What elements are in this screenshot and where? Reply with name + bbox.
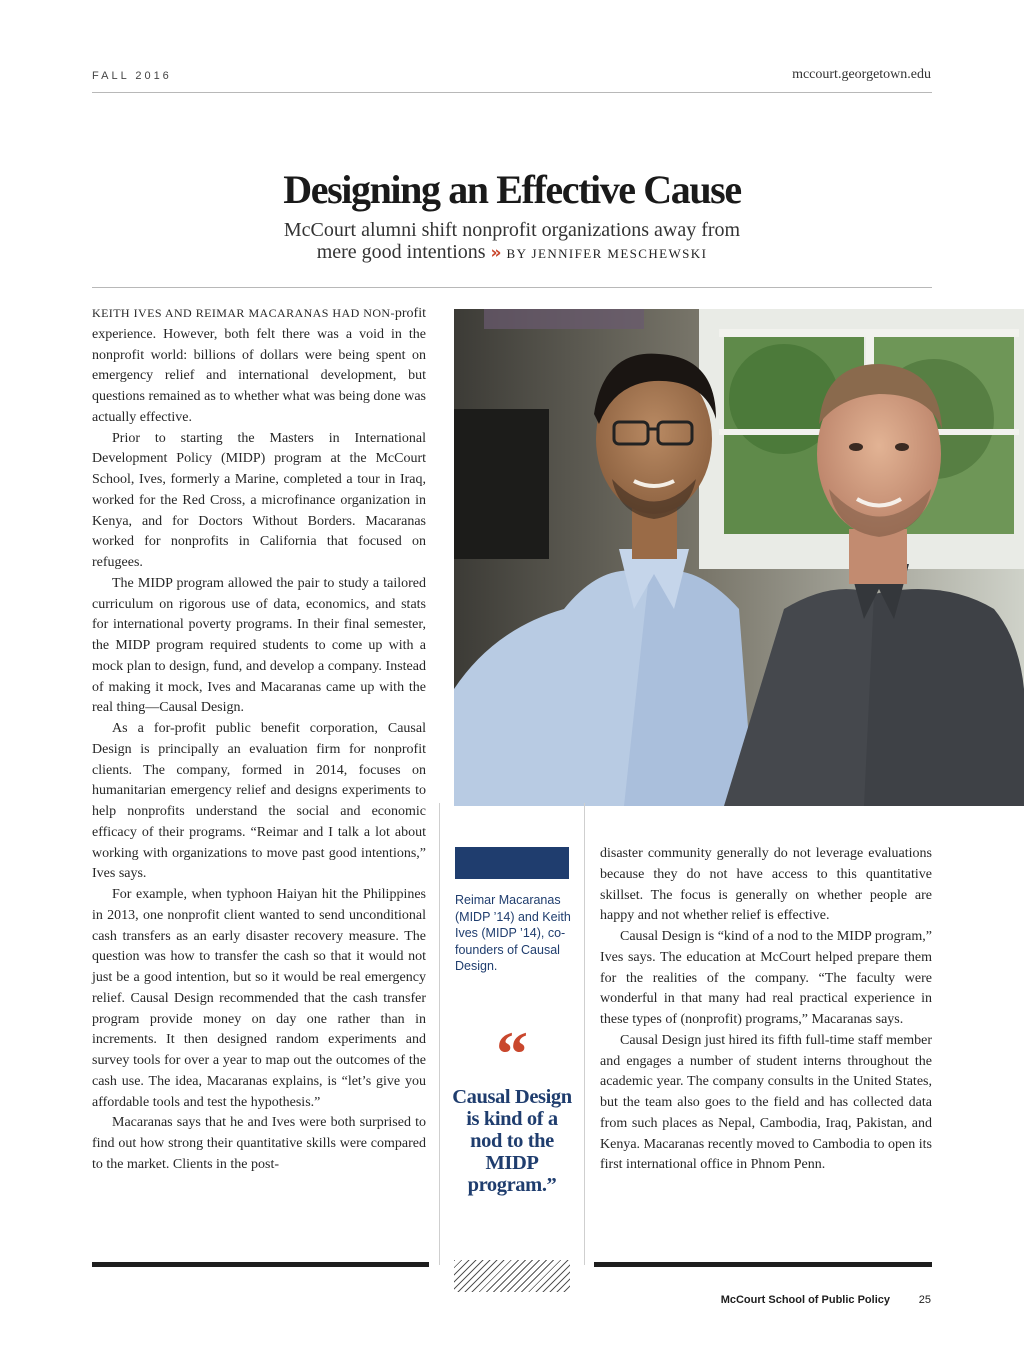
subtitle-line-2-row [0, 241, 1024, 265]
caption-color-bar [455, 847, 569, 879]
body-paragraph: Causal Design is “kind of a nod to the MIDP program,” Ives says. The education at McCourt helped prepare them for the realities of the company. “The faculty were wonderful in that many had real practical experience in these types of (nonprofit) programs,” Macaranas says. [600, 929, 932, 1027]
column-divider-left [439, 803, 440, 1265]
body-column-left [92, 303, 426, 1176]
body-column-right [600, 844, 932, 1176]
footer-rule-right [594, 1262, 932, 1267]
page-number: 25 [918, 1294, 931, 1306]
column-divider-right [584, 803, 585, 1265]
body-paragraph: disaster community generally do not leverage evaluations because they do not have access to this quantitative skillset. The focus is generally on whether people are happy and not whether relief is effective. [600, 846, 932, 924]
body-paragraph: As a for-profit public benefit corporation, Causal Design is principally an evaluation firm for nonprofit clients. The company, formed in 2014, focuses on humanitarian emergency relief and designs experiments to help nonprofits understand the social and economic efficacy of their programs. “Reimar and I talk a lot about working with organizations to move past good intentions,” Ives says. [92, 721, 426, 882]
footer-publication: McCourt School of Public Policy [720, 1294, 890, 1306]
title-divider [92, 287, 932, 288]
byline-marker-icon: » [490, 243, 502, 263]
subtitle-line-2: mere good intentions [316, 241, 486, 263]
byline: BY JENNIFER MESCHEWSKI [506, 246, 708, 261]
subtitle-line-1: McCourt alumni shift nonprofit organizations away from [283, 219, 741, 241]
body-paragraph: Causal Design just hired its fifth full-time staff member and engages a number of student interns throughout the academic year. The company consults in the United States, but the team also goes to the field and has collected data from such places as Nepal, Cambodia, Iraq, Pakistan, and Kenya. Macaranas recently moved to Cambodia to open its first international office in Phnom Penn. [600, 1032, 932, 1173]
issue-season: FALL 2016 [92, 70, 172, 82]
header-divider [92, 92, 932, 93]
site-url[interactable]: mccourt.georgetown.edu [792, 67, 931, 82]
lead-in-caps: KEITH IVES AND REIMAR MACARANAS HAD NON- [92, 306, 395, 320]
footer-rule-left [92, 1262, 429, 1267]
quote-mark-icon: “ [496, 1018, 528, 1089]
body-paragraph: Prior to starting the Masters in International Development Policy (MIDP) program at the McCourt School, Ives, formerly a Marine, completed a tour in Iraq, worked for the Red Cross, a microfinance organization in Kenya, and for Doctors Without Borders. Macaranas worked for nonprofits in California that focused on refugees. [92, 430, 426, 570]
body-paragraph: For example, when typhoon Haiyan hit the Philippines in 2013, one nonprofit client wanted to send unconditional cash transfers as an early disaster recovery measure. The question was how to transfer the cash so that it would not just be a good intention, but so it would be real emergency relief. Causal Design recommended that the cash transfer program provide money on day one rather than in increments. It then designed random experiments and survey tools for over a year to map out the outcomes of the cash use. The idea, Macaranas explains, is “let’s give you affordable tools and test the hypothesis.” [92, 887, 426, 1110]
article-subtitle [0, 219, 1024, 265]
photo-caption: Reimar Macaranas (MIDP ’14) and Keith Ives (MIDP ’14), co-founders of Causal Design. [455, 893, 571, 973]
cofounders-photo [454, 309, 1024, 806]
article-title: Designing an Effective Cause [283, 167, 741, 212]
hatched-ornament [454, 1260, 570, 1292]
pull-quote: Causal Design is kind of a nod to the MIDP program.” [452, 1086, 572, 1196]
body-paragraph: Macaranas says that he and Ives were both surprised to find out how strong their quantitative skills were compared to the market. Clients in the post- [92, 1115, 426, 1172]
body-paragraph [92, 303, 426, 429]
paragraph-text: profit experience. However, both felt there was a void in the nonprofit world: billions of dollars were being spent on emergency relief and international development, but questions remained as to whether what was being done was actually effective. [92, 306, 426, 425]
body-paragraph: The MIDP program allowed the pair to study a tailored curriculum on rigorous use of data, economics, and stats for international poverty programs. In their final semester, the MIDP program required students to come up with a mock plan to design, fund, and develop a company. Instead of making it mock, Ives and Macaranas came up with the real thing—Causal Design. [92, 575, 426, 716]
